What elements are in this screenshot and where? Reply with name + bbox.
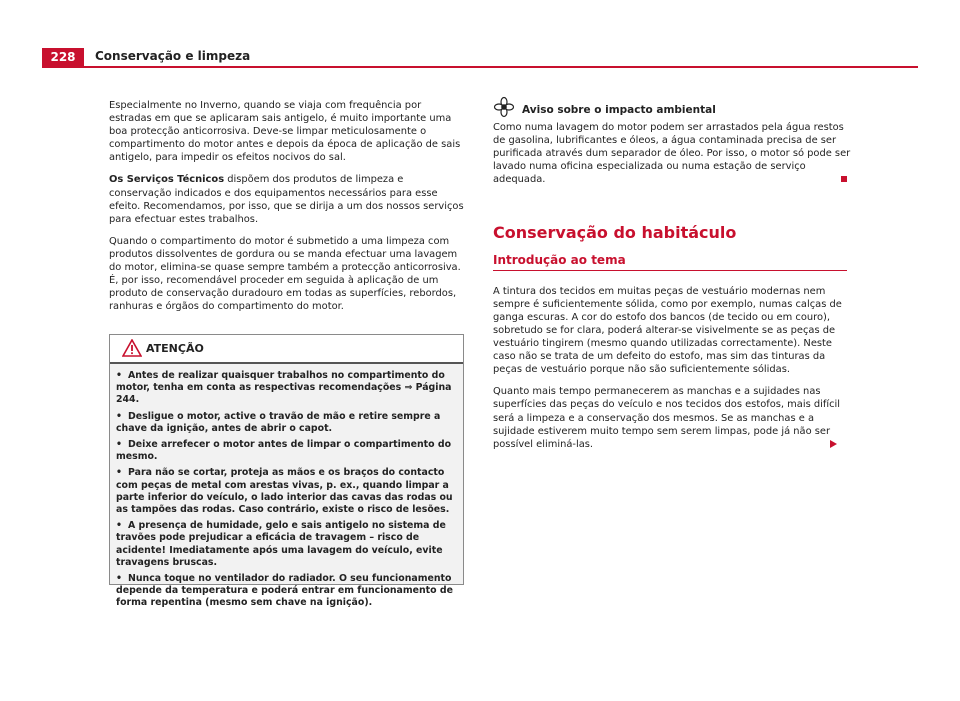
warning-item: • Para não se cortar, proteja as mãos e os braços do contacto com peças de metal com arestas vivas, p. ex., quando limpar a parte inferior do veículo, o lado interior das cavas das rodas ou as tampões das rodas. Caso contrário, existe o risco de lesões. (116, 467, 453, 516)
warning-title: ATENÇÃO (146, 342, 204, 355)
left-paragraph-1: Especialmente no Inverno, quando se viaja com frequência por estradas em que se aplicaram sais antigelo, é muito importante uma boa protecção anticorrosiva. Deve-se limpar meticulosamente o compartimento do motor antes e depois da época de aplicação de sais antigelo, para impedir os efeitos nocivos do sal. (109, 100, 461, 164)
left-paragraph-2-text: dispõem dos produtos de limpeza e conservação indicados e dos equipamentos necessários para esse efeito. Recomendamos, por isso, que se dirija a um dos nossos serviços para efectuar estes trabalhos. (109, 174, 464, 225)
right-paragraph-1: A tintura dos tecidos em muitas peças de vestuário modernas nem sempre é suficientemente sólida, como por exemplo, numas calças de ganga escuras. A cor do estofo dos bancos (de tecido ou em couro), sobretudo se for clara, poderá alterar-se visivelmente se as peças de vestuário tingirem (mesmo quando utilizadas correctamente). Neste caso não se trata de um defeito do estofo, mas sim das tinturas da peças de vestuário porque não são suficientemente sólidas. (493, 285, 842, 376)
section-title: Conservação do habitáculo (493, 223, 737, 243)
warning-triangle-icon (122, 339, 142, 357)
header-rule (42, 66, 918, 68)
warning-list (110, 364, 463, 610)
right-paragraph-2: Quanto mais tempo permanecerem as manchas e a sujidades nas superfícies das peças do veículo e nos tecidos dos estofos, mais difícil será a limpeza e a conservação dos mesmos. Se as manchas e a sujidade estiverem muito tempo sem serem limpas, pode já não ser possível eliminá-las. (493, 386, 841, 450)
left-column (109, 99, 464, 322)
environment-notice-header (493, 99, 851, 119)
subsection-title: Introdução ao tema (493, 254, 847, 271)
environment-notice-text: Como numa lavagem do motor podem ser arrastados pela água restos de gasolina, lubrificantes e óleos, a água contaminada precisa de ser purificada através dum separador de óleo. Por isso, o motor só pode ser lavado numa oficina especializada ou numa estação de serviço adequada. (493, 122, 851, 186)
warning-item: • Deixe arrefecer o motor antes de limpar o compartimento do mesmo. (116, 439, 452, 463)
continue-arrow-icon (830, 440, 837, 448)
warning-item: • Nunca toque no ventilador do radiador. O seu funcionamento depende da temperatura e poderá entrar em funcionamento de forma repentina (mesmo sem chave na ignição). (116, 573, 453, 609)
chapter-title: Conservação e limpeza (95, 49, 251, 63)
warning-item: • Desligue o motor, active o travão de mão e retire sempre a chave da ignição, antes de abrir o capot. (116, 410, 441, 434)
left-paragraph-2 (109, 173, 464, 225)
warning-box (109, 334, 464, 609)
warning-item: • A presença de humidade, gelo e sais antigelo no sistema de travões pode prejudicar a eficácia de travagem – risco de acidente! Imediatamente após uma lavagem do veículo, evite travagens bruscas. (116, 520, 446, 568)
environment-notice-title: Aviso sobre o impacto ambiental (522, 104, 716, 116)
environment-flower-icon (493, 96, 515, 118)
warning-header (110, 335, 463, 364)
end-of-section-icon (841, 176, 847, 182)
technical-services-label: Os Serviços Técnicos (109, 174, 225, 186)
page-header (42, 48, 918, 67)
left-paragraph-3: Quando o compartimento do motor é submetido a uma limpeza com produtos dissolventes de gordura ou se manda efectuar uma lavagem do motor, elimina-se quase sempre também a protecção anticorrosiva. É, por isso, recomendável proceder em seguida à aplicação de um produto de conservação duradouro em todas as superfícies, rebordos, ranhuras e órgãos do compartimento do motor. (109, 235, 461, 313)
right-column (493, 99, 851, 460)
page-number: 228 (42, 48, 84, 67)
warning-item: • Antes de realizar quaisquer trabalhos no compartimento do motor, tenha em conta as respectivas recomendações ⇒ Página 244. (116, 370, 452, 406)
